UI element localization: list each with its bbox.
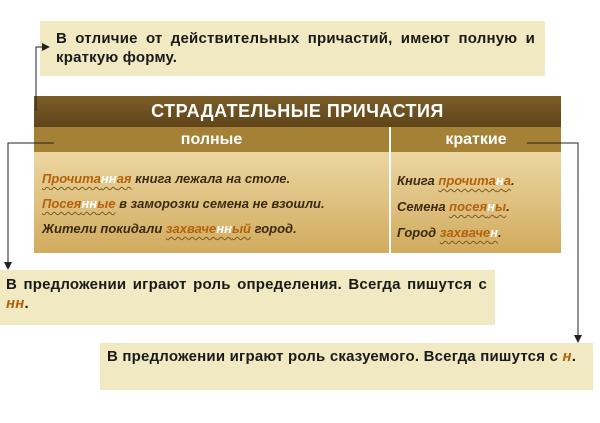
note-short-highlight: н	[562, 348, 572, 365]
example-short-1: Книга прочитана.	[397, 173, 515, 188]
example-full-3: Жители покидали захваченный город.	[42, 221, 297, 236]
participle-short-2: посеяны	[449, 199, 507, 214]
arrow-to-top-note	[36, 47, 46, 111]
table-title-text: СТРАДАТЕЛЬНЫЕ ПРИЧАСТИЯ	[151, 101, 444, 121]
example-short-3: Город захвачен.	[397, 225, 502, 240]
participle-full-3: захваченный	[165, 221, 251, 236]
note-short-form: В предложении играют роль сказуемого. Всегда пишутся с н.	[100, 343, 593, 390]
participle-full-2: Посеянные	[42, 196, 116, 211]
participle-short-3: захвачен	[439, 225, 498, 240]
column-header-full-label: полные	[180, 130, 243, 148]
example-full-1: Прочитанная книга лежала на столе.	[42, 171, 291, 186]
example-full-2: Посеянные в заморозки семена не взошли.	[42, 196, 325, 211]
note-full-text: В предложении играют роль определения. Всегда пишутся с	[6, 276, 487, 293]
note-short-text: В предложении играют роль сказуемого. Всегда пишутся с	[107, 348, 563, 365]
note-full-highlight: нн	[6, 295, 25, 312]
note-full-form: В предложении играют роль определения. Всегда пишутся с нн.	[0, 270, 495, 325]
arrow-to-right-note	[527, 143, 578, 339]
note-top-text: В отличие от действительных причастий, имеют полную и краткую форму.	[56, 30, 535, 66]
participle-short-1: прочитана	[438, 173, 511, 188]
participle-full-1: Прочитанная	[42, 171, 132, 186]
column-header-short-label: краткие	[445, 130, 507, 148]
arrow-to-left-note	[8, 143, 54, 266]
example-short-2: Семена посеяны.	[397, 199, 510, 214]
